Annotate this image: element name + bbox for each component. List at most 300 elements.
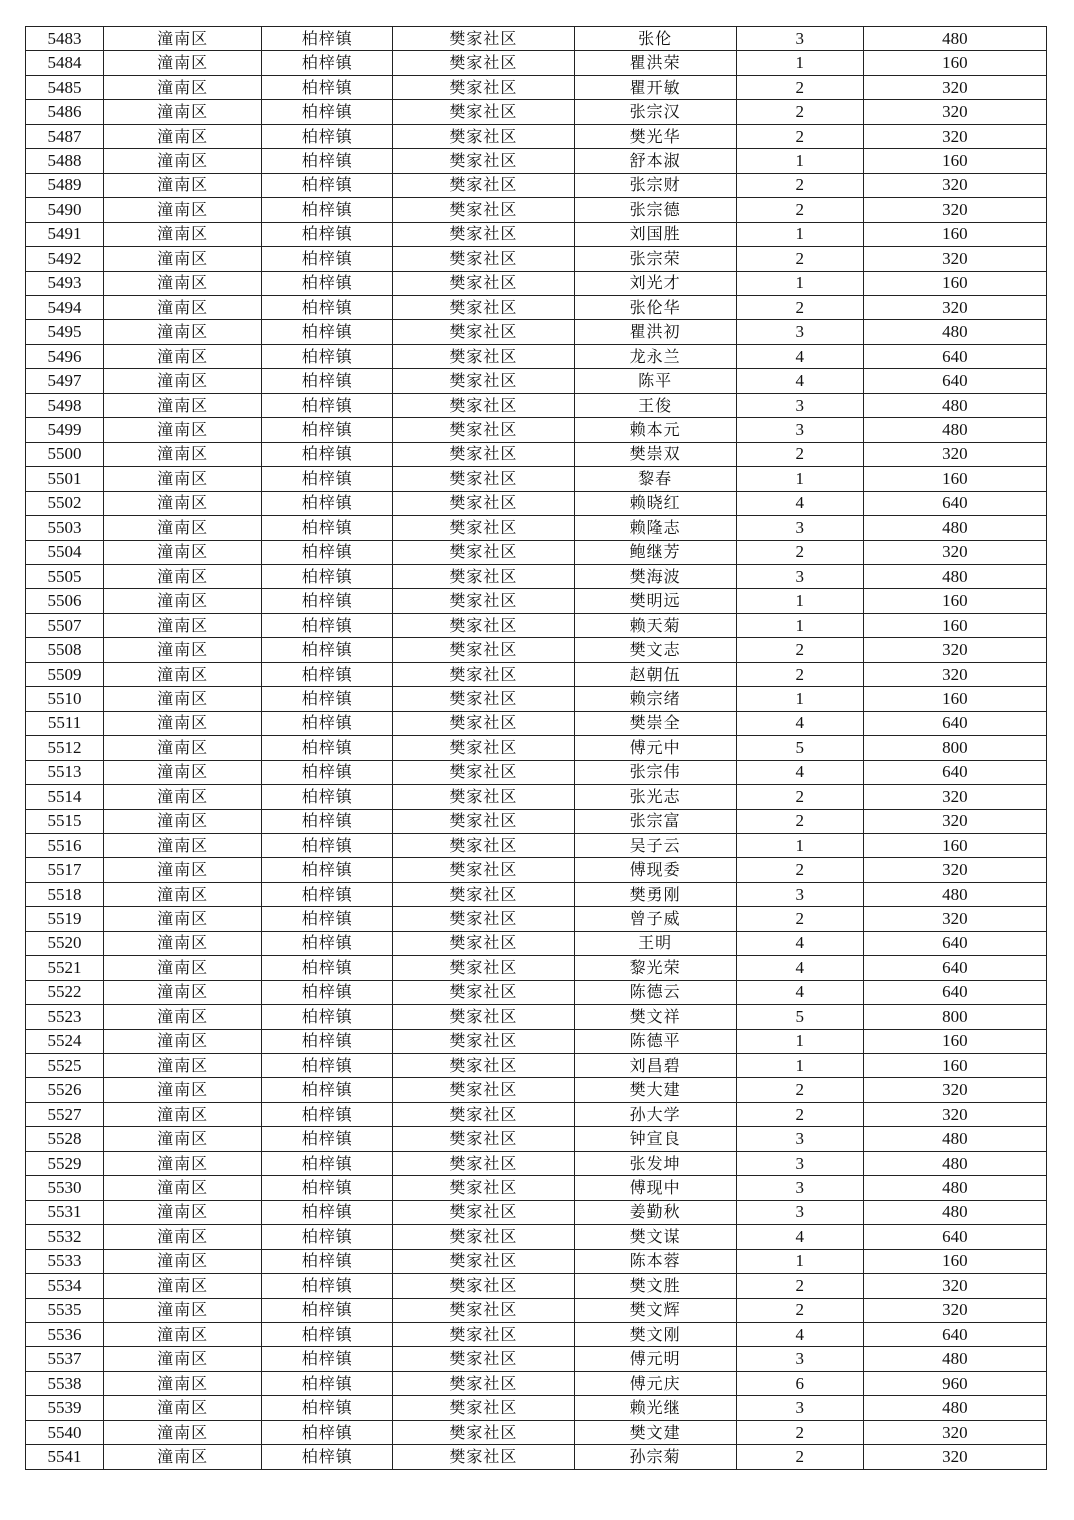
count-cell: 1: [736, 1054, 863, 1078]
table-row: [26, 1200, 1047, 1224]
amount-cell: 480: [863, 1347, 1046, 1371]
row-number-cell: 5495: [26, 320, 104, 344]
town-cell: 柏梓镇: [262, 809, 393, 833]
row-number-cell: 5525: [26, 1054, 104, 1078]
count-cell: 2: [736, 1102, 863, 1126]
amount-cell: 320: [863, 540, 1046, 564]
town-cell: 柏梓镇: [262, 320, 393, 344]
row-number-cell: 5535: [26, 1298, 104, 1322]
town-cell: 柏梓镇: [262, 222, 393, 246]
count-cell: 2: [736, 785, 863, 809]
district-cell: 潼南区: [104, 516, 262, 540]
table-row: [26, 980, 1047, 1004]
row-number-cell: 5490: [26, 198, 104, 222]
count-cell: 6: [736, 1371, 863, 1395]
count-cell: 4: [736, 956, 863, 980]
table-row: [26, 467, 1047, 491]
name-cell: 张宗财: [574, 173, 736, 197]
count-cell: 3: [736, 882, 863, 906]
community-cell: 樊家社区: [393, 1249, 574, 1273]
community-cell: 樊家社区: [393, 418, 574, 442]
community-cell: 樊家社区: [393, 1029, 574, 1053]
table-row: [26, 687, 1047, 711]
name-cell: 瞿洪初: [574, 320, 736, 344]
table-row: [26, 27, 1047, 51]
amount-cell: 160: [863, 1054, 1046, 1078]
name-cell: 樊崇双: [574, 442, 736, 466]
table-row: [26, 833, 1047, 857]
community-cell: 樊家社区: [393, 540, 574, 564]
name-cell: 刘昌碧: [574, 1054, 736, 1078]
town-cell: 柏梓镇: [262, 124, 393, 148]
district-cell: 潼南区: [104, 882, 262, 906]
town-cell: 柏梓镇: [262, 247, 393, 271]
row-number-cell: 5531: [26, 1200, 104, 1224]
community-cell: 樊家社区: [393, 1127, 574, 1151]
amount-cell: 320: [863, 785, 1046, 809]
name-cell: 樊文谋: [574, 1225, 736, 1249]
row-number-cell: 5502: [26, 491, 104, 515]
count-cell: 1: [736, 613, 863, 637]
district-cell: 潼南区: [104, 124, 262, 148]
name-cell: 樊崇全: [574, 711, 736, 735]
district-cell: 潼南区: [104, 320, 262, 344]
community-cell: 樊家社区: [393, 785, 574, 809]
table-row: [26, 1274, 1047, 1298]
town-cell: 柏梓镇: [262, 467, 393, 491]
name-cell: 王俊: [574, 393, 736, 417]
row-number-cell: 5494: [26, 295, 104, 319]
amount-cell: 320: [863, 858, 1046, 882]
count-cell: 4: [736, 1323, 863, 1347]
count-cell: 2: [736, 1420, 863, 1444]
district-cell: 潼南区: [104, 711, 262, 735]
name-cell: 赖晓红: [574, 491, 736, 515]
name-cell: 瞿洪荣: [574, 51, 736, 75]
table-row: [26, 1298, 1047, 1322]
community-cell: 樊家社区: [393, 711, 574, 735]
community-cell: 樊家社区: [393, 956, 574, 980]
community-cell: 樊家社区: [393, 222, 574, 246]
row-number-cell: 5526: [26, 1078, 104, 1102]
row-number-cell: 5499: [26, 418, 104, 442]
town-cell: 柏梓镇: [262, 1420, 393, 1444]
name-cell: 樊大建: [574, 1078, 736, 1102]
row-number-cell: 5506: [26, 589, 104, 613]
table-row: [26, 418, 1047, 442]
row-number-cell: 5540: [26, 1420, 104, 1444]
row-number-cell: 5528: [26, 1127, 104, 1151]
amount-cell: 320: [863, 809, 1046, 833]
town-cell: 柏梓镇: [262, 1005, 393, 1029]
district-cell: 潼南区: [104, 27, 262, 51]
row-number-cell: 5521: [26, 956, 104, 980]
district-cell: 潼南区: [104, 100, 262, 124]
name-cell: 陈本蓉: [574, 1249, 736, 1273]
town-cell: 柏梓镇: [262, 736, 393, 760]
district-cell: 潼南区: [104, 344, 262, 368]
name-cell: 吴子云: [574, 833, 736, 857]
table-row: [26, 320, 1047, 344]
community-cell: 樊家社区: [393, 1005, 574, 1029]
name-cell: 樊文建: [574, 1420, 736, 1444]
count-cell: 2: [736, 907, 863, 931]
name-cell: 刘光才: [574, 271, 736, 295]
table-row: [26, 173, 1047, 197]
town-cell: 柏梓镇: [262, 1371, 393, 1395]
count-cell: 3: [736, 1127, 863, 1151]
name-cell: 张发坤: [574, 1151, 736, 1175]
amount-cell: 160: [863, 613, 1046, 637]
name-cell: 鲍继芳: [574, 540, 736, 564]
name-cell: 樊海波: [574, 564, 736, 588]
town-cell: 柏梓镇: [262, 491, 393, 515]
table-row: [26, 540, 1047, 564]
district-cell: 潼南区: [104, 760, 262, 784]
community-cell: 樊家社区: [393, 173, 574, 197]
district-cell: 潼南区: [104, 736, 262, 760]
count-cell: 2: [736, 173, 863, 197]
amount-cell: 320: [863, 1420, 1046, 1444]
community-cell: 樊家社区: [393, 662, 574, 686]
count-cell: 4: [736, 344, 863, 368]
name-cell: 张光志: [574, 785, 736, 809]
community-cell: 樊家社区: [393, 907, 574, 931]
town-cell: 柏梓镇: [262, 100, 393, 124]
district-cell: 潼南区: [104, 858, 262, 882]
community-cell: 樊家社区: [393, 931, 574, 955]
name-cell: 王明: [574, 931, 736, 955]
community-cell: 樊家社区: [393, 736, 574, 760]
count-cell: 2: [736, 662, 863, 686]
district-cell: 潼南区: [104, 809, 262, 833]
town-cell: 柏梓镇: [262, 711, 393, 735]
table-row: [26, 198, 1047, 222]
count-cell: 2: [736, 1445, 863, 1469]
district-cell: 潼南区: [104, 491, 262, 515]
town-cell: 柏梓镇: [262, 1225, 393, 1249]
community-cell: 樊家社区: [393, 760, 574, 784]
town-cell: 柏梓镇: [262, 1249, 393, 1273]
table-row: [26, 344, 1047, 368]
amount-cell: 160: [863, 1249, 1046, 1273]
table-row: [26, 638, 1047, 662]
name-cell: 陈平: [574, 369, 736, 393]
community-cell: 樊家社区: [393, 198, 574, 222]
district-cell: 潼南区: [104, 1005, 262, 1029]
community-cell: 樊家社区: [393, 1176, 574, 1200]
count-cell: 1: [736, 589, 863, 613]
amount-cell: 640: [863, 980, 1046, 1004]
row-number-cell: 5483: [26, 27, 104, 51]
name-cell: 傅现委: [574, 858, 736, 882]
amount-cell: 960: [863, 1371, 1046, 1395]
district-cell: 潼南区: [104, 1396, 262, 1420]
community-cell: 樊家社区: [393, 393, 574, 417]
community-cell: 樊家社区: [393, 564, 574, 588]
count-cell: 4: [736, 760, 863, 784]
district-cell: 潼南区: [104, 1176, 262, 1200]
name-cell: 赵朝伍: [574, 662, 736, 686]
row-number-cell: 5532: [26, 1225, 104, 1249]
community-cell: 樊家社区: [393, 271, 574, 295]
row-number-cell: 5484: [26, 51, 104, 75]
table-row: [26, 369, 1047, 393]
row-number-cell: 5511: [26, 711, 104, 735]
row-number-cell: 5514: [26, 785, 104, 809]
district-cell: 潼南区: [104, 198, 262, 222]
row-number-cell: 5504: [26, 540, 104, 564]
row-number-cell: 5496: [26, 344, 104, 368]
town-cell: 柏梓镇: [262, 980, 393, 1004]
district-cell: 潼南区: [104, 907, 262, 931]
row-number-cell: 5527: [26, 1102, 104, 1126]
name-cell: 张伦: [574, 27, 736, 51]
name-cell: 张宗荣: [574, 247, 736, 271]
count-cell: 1: [736, 687, 863, 711]
count-cell: 1: [736, 1029, 863, 1053]
town-cell: 柏梓镇: [262, 882, 393, 906]
name-cell: 傅现中: [574, 1176, 736, 1200]
table-row: [26, 956, 1047, 980]
count-cell: 2: [736, 442, 863, 466]
count-cell: 3: [736, 320, 863, 344]
amount-cell: 640: [863, 760, 1046, 784]
town-cell: 柏梓镇: [262, 295, 393, 319]
amount-cell: 480: [863, 1151, 1046, 1175]
row-number-cell: 5493: [26, 271, 104, 295]
name-cell: 樊勇刚: [574, 882, 736, 906]
town-cell: 柏梓镇: [262, 785, 393, 809]
row-number-cell: 5507: [26, 613, 104, 637]
community-cell: 樊家社区: [393, 1371, 574, 1395]
name-cell: 龙永兰: [574, 344, 736, 368]
district-cell: 潼南区: [104, 222, 262, 246]
name-cell: 赖光继: [574, 1396, 736, 1420]
district-cell: 潼南区: [104, 1127, 262, 1151]
community-cell: 樊家社区: [393, 1054, 574, 1078]
name-cell: 曾子威: [574, 907, 736, 931]
district-cell: 潼南区: [104, 369, 262, 393]
count-cell: 5: [736, 736, 863, 760]
community-cell: 樊家社区: [393, 1225, 574, 1249]
name-cell: 傅元庆: [574, 1371, 736, 1395]
row-number-cell: 5516: [26, 833, 104, 857]
table-row: [26, 613, 1047, 637]
row-number-cell: 5489: [26, 173, 104, 197]
name-cell: 赖宗绪: [574, 687, 736, 711]
amount-cell: 640: [863, 956, 1046, 980]
row-number-cell: 5529: [26, 1151, 104, 1175]
district-cell: 潼南区: [104, 833, 262, 857]
amount-cell: 320: [863, 295, 1046, 319]
town-cell: 柏梓镇: [262, 344, 393, 368]
district-cell: 潼南区: [104, 980, 262, 1004]
community-cell: 樊家社区: [393, 247, 574, 271]
row-number-cell: 5522: [26, 980, 104, 1004]
count-cell: 1: [736, 222, 863, 246]
count-cell: 4: [736, 980, 863, 1004]
town-cell: 柏梓镇: [262, 564, 393, 588]
amount-cell: 320: [863, 173, 1046, 197]
district-cell: 潼南区: [104, 613, 262, 637]
table-row: [26, 1127, 1047, 1151]
community-cell: 樊家社区: [393, 1347, 574, 1371]
name-cell: 傅元中: [574, 736, 736, 760]
district-cell: 潼南区: [104, 785, 262, 809]
table-row: [26, 1371, 1047, 1395]
count-cell: 2: [736, 124, 863, 148]
row-number-cell: 5509: [26, 662, 104, 686]
town-cell: 柏梓镇: [262, 1347, 393, 1371]
count-cell: 3: [736, 1347, 863, 1371]
district-cell: 潼南区: [104, 1200, 262, 1224]
row-number-cell: 5533: [26, 1249, 104, 1273]
table-row: [26, 1102, 1047, 1126]
community-cell: 樊家社区: [393, 1200, 574, 1224]
name-cell: 樊文辉: [574, 1298, 736, 1322]
count-cell: 1: [736, 1249, 863, 1273]
amount-cell: 480: [863, 393, 1046, 417]
town-cell: 柏梓镇: [262, 1176, 393, 1200]
count-cell: 2: [736, 858, 863, 882]
name-cell: 赖隆志: [574, 516, 736, 540]
table-row: [26, 736, 1047, 760]
town-cell: 柏梓镇: [262, 51, 393, 75]
row-number-cell: 5485: [26, 75, 104, 99]
community-cell: 樊家社区: [393, 687, 574, 711]
count-cell: 2: [736, 809, 863, 833]
table-row: [26, 1225, 1047, 1249]
name-cell: 陈德平: [574, 1029, 736, 1053]
count-cell: 2: [736, 75, 863, 99]
amount-cell: 160: [863, 149, 1046, 173]
community-cell: 樊家社区: [393, 1323, 574, 1347]
amount-cell: 320: [863, 1274, 1046, 1298]
table-row: [26, 1078, 1047, 1102]
community-cell: 樊家社区: [393, 1102, 574, 1126]
count-cell: 3: [736, 393, 863, 417]
community-cell: 樊家社区: [393, 882, 574, 906]
amount-cell: 320: [863, 75, 1046, 99]
amount-cell: 480: [863, 418, 1046, 442]
row-number-cell: 5534: [26, 1274, 104, 1298]
community-cell: 樊家社区: [393, 491, 574, 515]
table-row: [26, 711, 1047, 735]
community-cell: 樊家社区: [393, 1151, 574, 1175]
table-body: [26, 27, 1047, 1470]
town-cell: 柏梓镇: [262, 1396, 393, 1420]
town-cell: 柏梓镇: [262, 638, 393, 662]
table-row: [26, 1445, 1047, 1469]
amount-cell: 640: [863, 491, 1046, 515]
table-row: [26, 124, 1047, 148]
table-row: [26, 393, 1047, 417]
table-row: [26, 1176, 1047, 1200]
town-cell: 柏梓镇: [262, 418, 393, 442]
count-cell: 1: [736, 833, 863, 857]
community-cell: 樊家社区: [393, 442, 574, 466]
table-row: [26, 931, 1047, 955]
amount-cell: 640: [863, 711, 1046, 735]
community-cell: 樊家社区: [393, 516, 574, 540]
amount-cell: 480: [863, 516, 1046, 540]
amount-cell: 160: [863, 51, 1046, 75]
community-cell: 樊家社区: [393, 467, 574, 491]
name-cell: 张宗富: [574, 809, 736, 833]
count-cell: 2: [736, 247, 863, 271]
town-cell: 柏梓镇: [262, 1029, 393, 1053]
town-cell: 柏梓镇: [262, 1151, 393, 1175]
table-row: [26, 75, 1047, 99]
community-cell: 樊家社区: [393, 833, 574, 857]
community-cell: 樊家社区: [393, 638, 574, 662]
amount-cell: 480: [863, 320, 1046, 344]
town-cell: 柏梓镇: [262, 1078, 393, 1102]
district-cell: 潼南区: [104, 393, 262, 417]
count-cell: 2: [736, 1298, 863, 1322]
table-row: [26, 809, 1047, 833]
row-number-cell: 5530: [26, 1176, 104, 1200]
district-cell: 潼南区: [104, 589, 262, 613]
table-row: [26, 222, 1047, 246]
table-row: [26, 564, 1047, 588]
amount-cell: 160: [863, 222, 1046, 246]
row-number-cell: 5503: [26, 516, 104, 540]
row-number-cell: 5538: [26, 1371, 104, 1395]
amount-cell: 640: [863, 1323, 1046, 1347]
district-cell: 潼南区: [104, 1054, 262, 1078]
table-row: [26, 882, 1047, 906]
amount-cell: 320: [863, 1102, 1046, 1126]
count-cell: 1: [736, 467, 863, 491]
district-cell: 潼南区: [104, 956, 262, 980]
row-number-cell: 5512: [26, 736, 104, 760]
count-cell: 3: [736, 27, 863, 51]
name-cell: 张宗汉: [574, 100, 736, 124]
community-cell: 樊家社区: [393, 51, 574, 75]
count-cell: 2: [736, 540, 863, 564]
table-row: [26, 785, 1047, 809]
town-cell: 柏梓镇: [262, 1298, 393, 1322]
row-number-cell: 5498: [26, 393, 104, 417]
table-row: [26, 1347, 1047, 1371]
district-cell: 潼南区: [104, 1371, 262, 1395]
table-row: [26, 662, 1047, 686]
amount-cell: 480: [863, 1176, 1046, 1200]
row-number-cell: 5505: [26, 564, 104, 588]
name-cell: 孙大学: [574, 1102, 736, 1126]
table-row: [26, 760, 1047, 784]
count-cell: 2: [736, 295, 863, 319]
name-cell: 钟宣良: [574, 1127, 736, 1151]
row-number-cell: 5487: [26, 124, 104, 148]
town-cell: 柏梓镇: [262, 662, 393, 686]
town-cell: 柏梓镇: [262, 613, 393, 637]
table-row: [26, 442, 1047, 466]
count-cell: 3: [736, 564, 863, 588]
town-cell: 柏梓镇: [262, 833, 393, 857]
count-cell: 3: [736, 418, 863, 442]
name-cell: 孙宗菊: [574, 1445, 736, 1469]
town-cell: 柏梓镇: [262, 1127, 393, 1151]
count-cell: 3: [736, 516, 863, 540]
name-cell: 舒本淑: [574, 149, 736, 173]
district-cell: 潼南区: [104, 1274, 262, 1298]
name-cell: 黎光荣: [574, 956, 736, 980]
row-number-cell: 5519: [26, 907, 104, 931]
amount-cell: 320: [863, 907, 1046, 931]
